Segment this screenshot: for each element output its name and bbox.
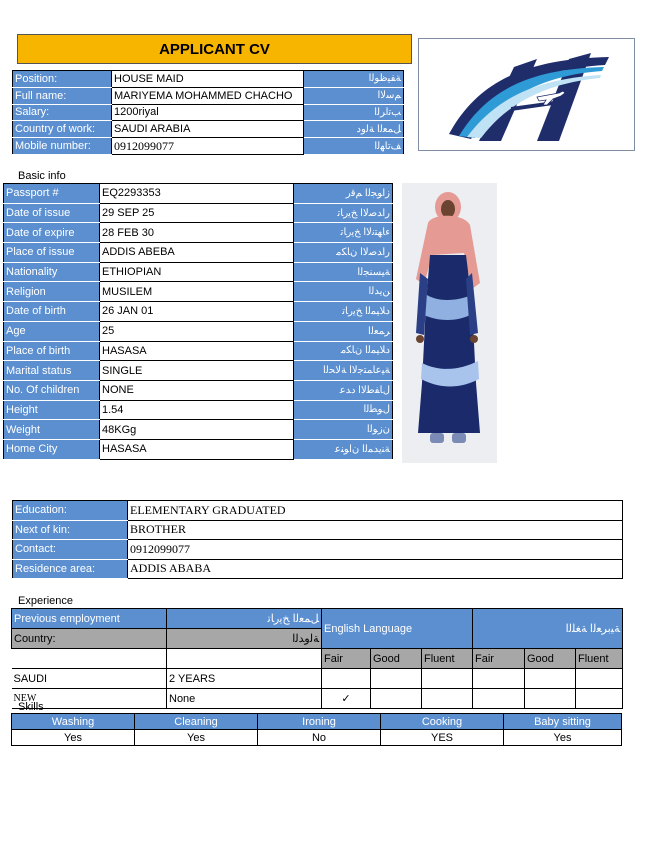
basic-info-arabic-label: ﺔﻴﺴﻨﺠﻟﺍ — [294, 262, 393, 282]
basic-info-arabic-label: ﺔﻴﻋﺎﻤﺘﺟﻻﺍ ﺔﻟﺎﺤﻟﺍ — [294, 361, 393, 381]
skills-heading: Skills — [18, 701, 44, 713]
levels-spacer — [167, 649, 322, 669]
summary-row — [13, 71, 404, 88]
skill-value: YES — [381, 730, 504, 746]
basic-info-arabic-label: ﺔﻨﻳﺪﻤﻟﺍ ﻥﺍﻮﻨﻋ — [294, 439, 393, 459]
education-label: Next of kin: — [13, 520, 128, 540]
education-label: Contact: — [13, 540, 128, 560]
basic-info-heading: Basic info — [18, 170, 66, 182]
basic-info-arabic-label: ﺯﺍﻮﺠﻟﺍ ﻢﻗﺭ — [294, 184, 393, 204]
basic-info-label: Religion — [4, 282, 100, 302]
agency-logo — [418, 38, 635, 151]
skill-name: Cleaning — [135, 714, 258, 730]
skill-name: Cooking — [381, 714, 504, 730]
employment-duration: None — [167, 689, 322, 709]
summary-arabic-label: ﺐﺗﺍﺮﻟﺍ — [304, 104, 404, 121]
skill-value: Yes — [135, 730, 258, 746]
language-level-mark — [422, 669, 473, 689]
applicant-photo-image — [402, 183, 497, 463]
basic-info-value: 26 JAN 01 — [100, 302, 294, 322]
language-level-mark — [422, 689, 473, 709]
basic-info-label: Home City — [4, 439, 100, 459]
summary-value: SAUDI ARABIA — [112, 121, 304, 138]
education-value: 0912099077 — [128, 540, 623, 560]
education-label: Education: — [13, 501, 128, 521]
basic-info-arabic-label: ءﺎﻬﺘﻧﻻﺍ ﺦﻳﺭﺎﺗ — [294, 223, 393, 243]
language-level-mark: ✓ — [322, 689, 371, 709]
basic-info-row — [4, 282, 393, 302]
summary-arabic-label: ﻞﻤﻌﻟﺍ ﺔﻟﻭﺩ — [304, 121, 404, 138]
skills-table — [11, 713, 622, 746]
basic-info-value: EQ2293353 — [100, 184, 294, 204]
basic-info-arabic-label: ﺭﺍﺪﺻﻻﺍ ﺦﻳﺭﺎﺗ — [294, 203, 393, 223]
basic-info-row — [4, 223, 393, 243]
basic-info-value: HASASA — [100, 341, 294, 361]
skill-name: Baby sitting — [504, 714, 622, 730]
basic-info-row — [4, 243, 393, 263]
basic-info-label: No. Of children — [4, 380, 100, 400]
education-value: BROTHER — [128, 520, 623, 540]
basic-info-row — [4, 439, 393, 459]
basic-info-row — [4, 420, 393, 440]
basic-info-label: Weight — [4, 420, 100, 440]
basic-info-row — [4, 341, 393, 361]
education-value: ADDIS ABABA — [128, 559, 623, 579]
summary-row — [13, 104, 404, 121]
basic-info-value: NONE — [100, 380, 294, 400]
skill-name: Washing — [12, 714, 135, 730]
employment-duration: 2 YEARS — [167, 669, 322, 689]
summary-arabic-label: ﺔﻔﻴﻇﻮﻟﺍ — [304, 71, 404, 88]
summary-arabic-label: ﻒﺗﺎﻬﻟﺍ — [304, 138, 404, 155]
experience-row — [12, 669, 623, 689]
summary-row — [13, 87, 404, 104]
basic-info-value: 28 FEB 30 — [100, 223, 294, 243]
basic-info-value: SINGLE — [100, 361, 294, 381]
language-level-good: Good — [371, 649, 422, 669]
employment-country: SAUDI — [12, 669, 167, 689]
summary-label: Full name: — [13, 87, 112, 104]
summary-arabic-label: ﻢﺳﻻﺍ — [304, 87, 404, 104]
skill-value: Yes — [12, 730, 135, 746]
basic-info-value: HASASA — [100, 439, 294, 459]
basic-info-value: MUSILEM — [100, 282, 294, 302]
language-level-good: Good — [525, 649, 576, 669]
previous-employment-arabic: ﻞﻤﻌﻟﺍ ﺦﻳﺭﺎﺗ — [167, 609, 322, 629]
summary-row — [13, 121, 404, 138]
basic-info-value: ADDIS ABEBA — [100, 243, 294, 263]
basic-info-table — [3, 183, 393, 460]
summary-value: 0912099077 — [112, 138, 304, 155]
basic-info-arabic-label: ﻝﺎﻔﻃﻻﺍ ﺩﺪﻋ — [294, 380, 393, 400]
experience-table — [11, 608, 623, 709]
basic-info-label: Age — [4, 321, 100, 341]
language-level-fair: Fair — [322, 649, 371, 669]
page-title: APPLICANT CV — [17, 34, 412, 64]
basic-info-label: Date of expire — [4, 223, 100, 243]
skill-value: No — [258, 730, 381, 746]
basic-info-arabic-label: ﺩﻼﻴﻤﻟﺍ ﻥﺎﻜﻣ — [294, 341, 393, 361]
education-label: Residence area: — [13, 559, 128, 579]
basic-info-row — [4, 262, 393, 282]
language-level-mark — [525, 689, 576, 709]
basic-info-label: Passport # — [4, 184, 100, 204]
logo-graphic — [419, 39, 634, 150]
arabic-language-header: ﺔﻴﺑﺮﻌﻟﺍ ﺔﻐﻠﻟﺍ — [473, 609, 623, 649]
language-level-mark — [473, 669, 525, 689]
levels-spacer — [12, 649, 167, 669]
language-level-mark — [371, 689, 422, 709]
applicant-photo — [402, 183, 497, 463]
basic-info-value: 1.54 — [100, 400, 294, 420]
basic-info-row — [4, 184, 393, 204]
language-level-mark — [576, 689, 623, 709]
summary-label: Position: — [13, 71, 112, 88]
education-row — [13, 559, 623, 579]
previous-employment-label: Previous employment — [12, 609, 167, 629]
language-level-mark — [473, 689, 525, 709]
summary-value: 1200riyal — [112, 104, 304, 121]
basic-info-row — [4, 302, 393, 322]
basic-info-label: Place of birth — [4, 341, 100, 361]
basic-info-arabic-label: ﻦﻳﺪﻟﺍ — [294, 282, 393, 302]
basic-info-label: Date of issue — [4, 203, 100, 223]
education-value: ELEMENTARY GRADUATED — [128, 501, 623, 521]
applicant-summary-table — [12, 70, 404, 155]
language-level-fluent: Fluent — [422, 649, 473, 669]
basic-info-label: Nationality — [4, 262, 100, 282]
basic-info-value: ETHIOPIAN — [100, 262, 294, 282]
summary-value: HOUSE MAID — [112, 71, 304, 88]
summary-label: Mobile number: — [13, 138, 112, 155]
skill-value: Yes — [504, 730, 622, 746]
employment-country: NEW — [12, 689, 167, 709]
basic-info-row — [4, 321, 393, 341]
education-row — [13, 501, 623, 521]
education-table — [12, 500, 623, 579]
language-level-mark — [322, 669, 371, 689]
country-arabic: ﺔﻟﻭﺪﻟﺍ — [167, 629, 322, 649]
basic-info-label: Date of birth — [4, 302, 100, 322]
basic-info-row — [4, 361, 393, 381]
education-row — [13, 540, 623, 560]
basic-info-label: Marital status — [4, 361, 100, 381]
language-level-fair: Fair — [473, 649, 525, 669]
basic-info-row — [4, 380, 393, 400]
summary-row — [13, 138, 404, 155]
english-language-header: English Language — [322, 609, 473, 649]
basic-info-arabic-label: ﺩﻼﻴﻤﻟﺍ ﺦﻳﺭﺎﺗ — [294, 302, 393, 322]
basic-info-value: 25 — [100, 321, 294, 341]
summary-label: Salary: — [13, 104, 112, 121]
language-level-fluent: Fluent — [576, 649, 623, 669]
basic-info-label: Place of issue — [4, 243, 100, 263]
language-level-mark — [371, 669, 422, 689]
basic-info-value: 29 SEP 25 — [100, 203, 294, 223]
education-row — [13, 520, 623, 540]
basic-info-arabic-label: ﺭﺍﺪﺻﻻﺍ ﻥﺎﻜﻣ — [294, 243, 393, 263]
basic-info-value: 48KGg — [100, 420, 294, 440]
basic-info-arabic-label: ﺮﻤﻌﻟﺍ — [294, 321, 393, 341]
language-level-mark — [576, 669, 623, 689]
summary-value: MARIYEMA MOHAMMED CHACHO — [112, 87, 304, 104]
language-level-mark — [525, 669, 576, 689]
experience-heading: Experience — [18, 595, 74, 607]
summary-label: Country of work: — [13, 121, 112, 138]
skill-name: Ironing — [258, 714, 381, 730]
basic-info-arabic-label: ﻝﻮﻄﻟﺍ — [294, 400, 393, 420]
basic-info-row — [4, 203, 393, 223]
basic-info-label: Height — [4, 400, 100, 420]
basic-info-row — [4, 400, 393, 420]
experience-row — [12, 689, 623, 709]
basic-info-arabic-label: ﻥﺯﻮﻟﺍ — [294, 420, 393, 440]
country-label: Country: — [12, 629, 167, 649]
